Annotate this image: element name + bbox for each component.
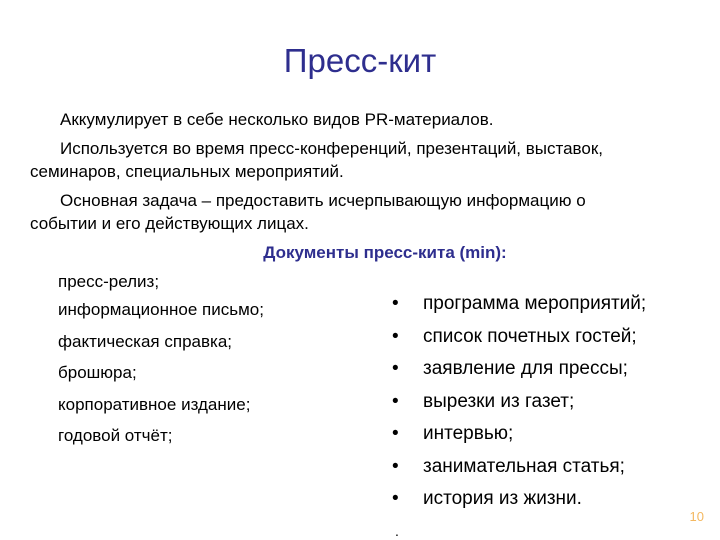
- paragraph-2-line-1: Используется во время пресс-конференций, презентаций, выставок,: [60, 139, 604, 158]
- paragraph-2-line-2: семинаров, специальных мероприятий.: [30, 162, 344, 181]
- trailing-dot: .: [395, 523, 399, 539]
- list-item: корпоративное издание;: [58, 394, 251, 414]
- page-number: 10: [689, 509, 704, 524]
- bullet-icon: •: [392, 358, 399, 379]
- list-item: [392, 321, 646, 354]
- list-item-text: интервью;: [423, 423, 514, 444]
- bullet-icon: •: [392, 325, 399, 347]
- paragraph-1: [30, 108, 705, 131]
- list-item: [392, 353, 646, 386]
- bullet-icon: •: [392, 390, 399, 412]
- bullet-icon: •: [392, 423, 399, 444]
- list-item: пресс-релиз;: [58, 272, 160, 291]
- bullet-icon: •: [392, 488, 399, 509]
- list-item: [392, 288, 646, 321]
- documents-left-list: [58, 268, 264, 452]
- list-item: [392, 451, 646, 484]
- list-item-text: история из жизни.: [423, 488, 582, 509]
- list-item-text: заявление для прессы;: [423, 358, 628, 379]
- paragraph-3-line-1: Основная задача – предоставить исчерпывающую информацию о: [60, 191, 586, 210]
- paragraph-2: [30, 137, 705, 183]
- list-item-text: список почетных гостей;: [423, 325, 637, 347]
- list-item: брошюра;: [58, 363, 137, 382]
- bullet-icon: •: [392, 455, 399, 477]
- list-item-text: вырезки из газет;: [423, 390, 575, 412]
- paragraph-3: [30, 189, 705, 235]
- bullet-icon: •: [392, 293, 399, 314]
- paragraph-1-line-1: Аккумулирует в себе несколько видов PR-материалов.: [60, 110, 494, 129]
- paragraph-3-line-2: событии и его действующих лицах.: [30, 214, 309, 233]
- list-item: фактическая справка;: [58, 331, 232, 351]
- list-item: информационное письмо;: [58, 300, 264, 319]
- documents-right-list: [392, 288, 646, 516]
- documents-subheading: Документы пресс-кита (min):: [263, 243, 507, 262]
- list-item: [392, 483, 646, 516]
- list-item: годовой отчёт;: [58, 426, 173, 445]
- slide-title: Пресс-кит: [283, 42, 437, 79]
- list-item-text: программа мероприятий;: [423, 293, 647, 314]
- list-item: [392, 418, 646, 451]
- list-item: [392, 386, 646, 419]
- list-item-text: занимательная статья;: [423, 455, 625, 477]
